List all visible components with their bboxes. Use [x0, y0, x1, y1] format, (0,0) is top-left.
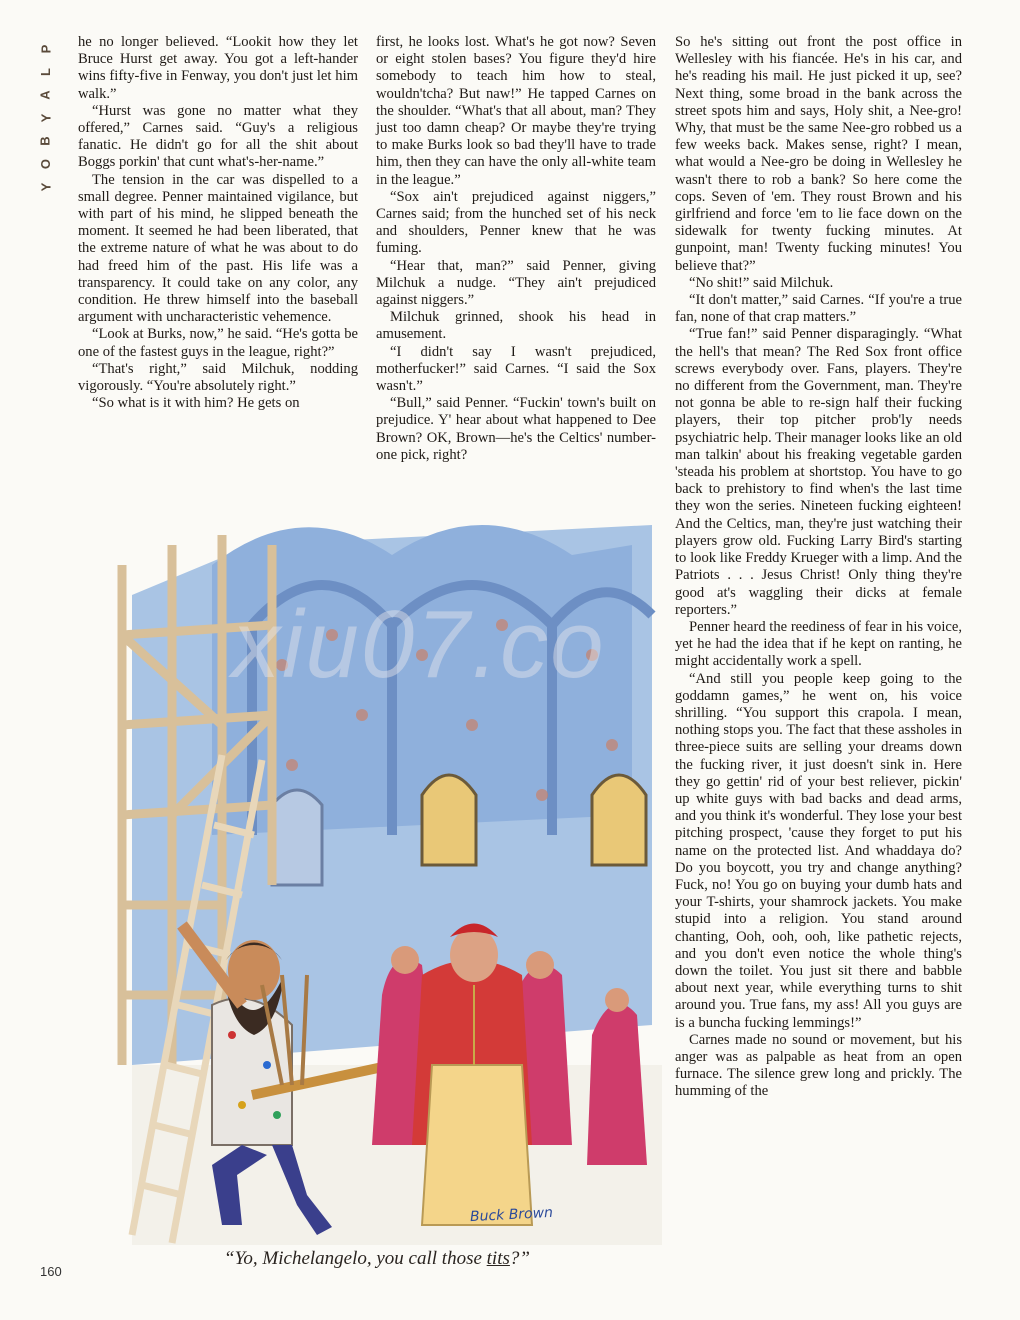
page-number: 160	[40, 1264, 62, 1279]
caption-text-before: “Yo, Michelangelo, you call those	[224, 1248, 487, 1269]
article-paragraph: “I didn't say I wasn't prejudiced, motherfucker!” said Carnes. “I said the Sox wasn't.”	[376, 343, 656, 395]
article-paragraph: Penner heard the reediness of fear in his voice, yet he had the idea that if he kept on ranting, he might accidentally work a spell.	[675, 618, 962, 670]
article-paragraph: “So what is it with him? He gets on	[92, 395, 300, 412]
article-paragraph: “That's right,” said Milchuk, nodding vigorously. “You're absolutely right.”	[78, 360, 358, 395]
caption-underlined-word: tits	[486, 1248, 510, 1269]
running-head-letter: B	[37, 136, 53, 146]
running-head-letter: L	[37, 68, 53, 76]
article-paragraph: Milchuk grinned, shook his head in amusement.	[376, 309, 656, 343]
running-head-letter: P	[37, 44, 53, 54]
article-paragraph: “Hurst was gone no matter what they offered,” Carnes said. “Guy's a religious fanatic. He didn't go for all the shit about Boggs porkin' that cunt what's-her-name.”	[78, 102, 358, 171]
cartoon-caption	[92, 1248, 662, 1270]
article-paragraph: “True fan!” said Penner disparagingly. “What the hell's that mean? The Red Sox front office screws everybody over. Fans, players. They're no different from the Government, man. They're not gonna be able to re-sign half their fucking players, their top pitcher prob'ly needs psychiatric help. Their manager looks like an old man talkin' about his freaking vegetable garden 'steada his problem at shortstop. You have to go back to prehistory to find when's the last time they won the series. Nineteen fucking eighteen! And the Celtics, man, they're just watching their players grow old. Fucking Larry Bird's starting to look like Freddy Krueger with a limp. And the Patriots . . . Jesus Christ! Only thing they're good at's waggling their dicks at female reporters.”	[675, 326, 962, 618]
text-column-1	[78, 34, 358, 412]
running-head-letter: A	[37, 90, 53, 100]
running-head	[38, 40, 58, 196]
article-paragraph: So he's sitting out front the post office in Wellesley with his fiancée. He's in his car, and he's reading his mail. He just picked it up, see? Next thing, some broad in the bank across the street spots him and says, Holy shit, a Nee-gro! Why, that must be the same Nee-gro robbed us a few weeks back. Makes sense, right? I mean, what would a Nee-gro be doing in Wellesley he wasn't there to rob a bank? So here come the cops. Seven of 'em. They roust Brown and his girlfriend and force 'em to lie face down on the sidewalk for twenty fucking minutes. At gunpoint, man! Twenty fucking minutes! You believe that?”	[675, 34, 962, 274]
running-head-letter: O	[38, 158, 53, 170]
article-paragraph: “It don't matter,” said Carnes. “If you're a true fan, none of that crap matters.”	[675, 292, 962, 326]
article-paragraph: “Sox ain't prejudiced against niggers,” Carnes said; from the hunched set of his neck and shoulders, Penner knew that he was fuming.	[376, 188, 656, 257]
article-paragraph: “Hear that, man?” said Penner, giving Milchuk a nudge. “They ain't prejudiced against niggers.”	[376, 257, 656, 309]
article-paragraph: first, he looks lost. What's he got now? Seven or eight stolen bases? You figure they'd hire somebody to teach him how to steal, wouldn'tcha? But naw!” He tapped Carnes on the shoulder. “What's that all about, man? They just too damn cheap? Or maybe they're trying to make Burks look so bad they'll have to trade him, then they can have the only all-white team in the league.”	[376, 34, 656, 188]
article-paragraph: “Bull,” said Penner. “Fuckin' town's built on prejudice. Y' hear about what happened to Dee Brown? OK, Brown—he's the Celtics' number-one pick, right?	[376, 395, 656, 463]
text-column-2	[376, 34, 656, 464]
artist-signature: Buck Brown	[469, 1204, 554, 1226]
article-paragraph: The tension in the car was dispelled to a small degree. Penner maintained vigilance, but with part of his mind, he slipped beneath the moment. It seemed he had been liberated, that the extreme nature of what he was about to do had freed him of the past. His life was a transparency. It could take on any color, any condition. He threw himself into the baseball argument with uncharacteristic vehemence.	[78, 171, 358, 326]
article-paragraph: he no longer believed. “Lookit how they let Bruce Hurst get away. You got a left-hander wins fifty-five in Fenway, you don't just let him walk.”	[78, 34, 358, 102]
caption-text-after: ?”	[509, 1248, 530, 1269]
watermark: xiu07.co	[232, 591, 606, 698]
running-head-letter: Y	[37, 113, 53, 123]
cartoon-illustration	[92, 505, 662, 1245]
article-paragraph: “And still you people keep going to the goddamn games,” he went on, his voice shrilling. “You support this crapola. I mean, nothing stops you. The fact that these assholes in three-piece suits are selling your dreams down the fucking river, it just doesn't sink in. Here they go gettin' rid of your best reliever, pickin' up white guys with bad backs and dead arms, and you think it's wonderful. They lose your best pitching prospect, 'cause they forget to put his name on the protected list. And whaddaya do? Do you boycott, you try and change anything? Fuck, no! You go on buying your dumb hats and your T-shirts, your shamrock jackets. You make stupid into a religion. You stand around chanting, Ooh, ooh, ooh, like pathetic rejects, and you don't even notice the whole thing's down the toilet. You just sit there and babble about next year, while everything turns to shit around you. True fans, my ass! All you guys are is a buncha fucking lemmings!”	[675, 670, 962, 1031]
text-column-3	[675, 34, 962, 1101]
article-paragraph: “Look at Burks, now,” he said. “He's gotta be one of the fastest guys in the league, right?”	[78, 326, 358, 360]
article-paragraph: “No shit!” said Milchuk.	[689, 274, 834, 291]
running-head-letter: Y	[37, 182, 53, 192]
article-paragraph: Carnes made no sound or movement, but his anger was as palpable as heat from an open furnace. The silence grew long and prickly. The humming of the	[675, 1031, 962, 1100]
